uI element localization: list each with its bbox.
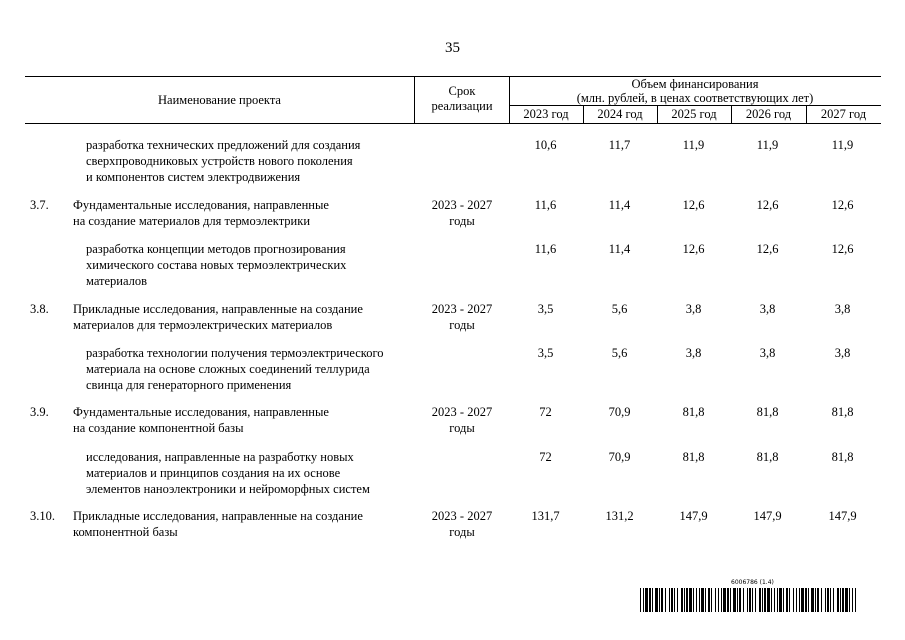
barcode-bar xyxy=(793,588,794,612)
row-value-2025: 11,9 xyxy=(682,138,705,152)
barcode-bar xyxy=(689,588,692,612)
barcode-bar xyxy=(671,588,673,612)
header-project-name: Наименование проекта xyxy=(158,93,281,107)
barcode-bar xyxy=(727,588,729,612)
row-name-line: Прикладные исследования, направленные на создание xyxy=(73,302,363,316)
barcode-bar xyxy=(833,588,834,612)
row-value-2023: 72 xyxy=(539,405,552,419)
barcode-bar xyxy=(796,588,797,612)
row-number: 3.9. xyxy=(30,405,49,419)
barcode-bar xyxy=(674,588,675,612)
header-divider-name xyxy=(414,76,415,123)
row-value-2023: 3,5 xyxy=(537,302,554,316)
row-name xyxy=(73,301,403,333)
barcode-bar xyxy=(752,588,753,612)
header-funding-units: (млн. рублей, в ценах соответствующих лет) xyxy=(576,91,814,105)
barcode-bar xyxy=(665,588,666,612)
header-funding-title: Объем финансирования xyxy=(631,77,759,91)
barcode-bar xyxy=(840,588,841,612)
barcode-bar xyxy=(733,588,736,612)
barcode-bar xyxy=(825,588,826,612)
barcode-bar xyxy=(677,588,678,612)
barcode-bar xyxy=(705,588,706,612)
barcode-bar xyxy=(737,588,738,612)
barcode-bar xyxy=(645,588,648,612)
row-name-line: разработка концепции методов прогнозирования xyxy=(86,242,346,256)
row-value-2026: 147,9 xyxy=(753,509,782,523)
barcode-bar xyxy=(701,588,704,612)
barcode-bar xyxy=(855,588,856,612)
barcode-bar xyxy=(661,588,663,612)
barcode-bar xyxy=(749,588,751,612)
row-value-2027: 3,8 xyxy=(834,302,851,316)
row-value-2023: 131,7 xyxy=(531,509,560,523)
barcode-bar xyxy=(684,588,685,612)
barcode-bar xyxy=(755,588,756,612)
row-value-2026: 3,8 xyxy=(759,346,776,360)
row-period-line: 2023 - 2027 xyxy=(431,198,493,212)
header-year: 2027 год xyxy=(820,107,867,121)
row-name-line: материала на основе сложных соединений теллурида xyxy=(86,362,370,376)
row-value-2027: 3,8 xyxy=(834,346,851,360)
header-year: 2026 год xyxy=(745,107,792,121)
row-value-2027: 11,9 xyxy=(831,138,854,152)
barcode-bar xyxy=(759,588,761,612)
row-value-2025: 12,6 xyxy=(682,242,705,256)
barcode-bar xyxy=(801,588,804,612)
barcode-bar xyxy=(805,588,807,612)
barcode-bar xyxy=(708,588,710,612)
row-value-2023: 11,6 xyxy=(534,242,557,256)
row-name-line: свинца для генераторного применения xyxy=(86,378,292,392)
row-number: 3.7. xyxy=(30,198,49,212)
header-year: 2025 год xyxy=(671,107,717,121)
barcode-bar xyxy=(777,588,778,612)
barcode-bar xyxy=(681,588,683,612)
barcode-bar xyxy=(827,588,829,612)
barcode-bar xyxy=(845,588,848,612)
barcode-bar xyxy=(799,588,800,612)
row-value-2023: 72 xyxy=(539,450,552,464)
barcode-bar xyxy=(764,588,766,612)
row-name-line: разработка технологии получения термоэлектрического xyxy=(86,346,384,360)
barcode-bar xyxy=(649,588,651,612)
row-name xyxy=(86,345,406,393)
row-value-2026: 3,8 xyxy=(759,302,776,316)
barcode-bar xyxy=(686,588,688,612)
barcode-bar xyxy=(743,588,744,612)
row-value-2025: 147,9 xyxy=(679,509,708,523)
row-value-2025: 81,8 xyxy=(682,450,705,464)
barcode-bar xyxy=(779,588,782,612)
barcode-bar xyxy=(643,588,644,612)
barcode-bar xyxy=(771,588,772,612)
row-name xyxy=(73,508,403,540)
row-value-2024: 5,6 xyxy=(611,346,628,360)
row-name xyxy=(73,197,403,229)
row-period-line: годы xyxy=(449,214,475,228)
header-year: 2024 год xyxy=(597,107,643,121)
row-name xyxy=(86,449,406,497)
row-value-2023: 11,6 xyxy=(534,198,557,212)
barcode-bar xyxy=(815,588,816,612)
barcode-bar xyxy=(811,588,814,612)
row-name-line: Фундаментальные исследования, направленные xyxy=(73,198,329,212)
row-value-2026: 12,6 xyxy=(756,198,779,212)
row-value-2027: 12,6 xyxy=(831,198,854,212)
row-value-2026: 12,6 xyxy=(756,242,779,256)
row-value-2024: 70,9 xyxy=(608,405,631,419)
barcode-bar xyxy=(849,588,850,612)
row-name-line: компонентной базы xyxy=(73,525,178,539)
barcode-bar xyxy=(767,588,770,612)
barcode-bar xyxy=(739,588,741,612)
barcode-bar xyxy=(718,588,719,612)
barcode-bar xyxy=(659,588,660,612)
row-name-line: на создание материалов для термоэлектрики xyxy=(73,214,311,228)
barcode-bar xyxy=(808,588,809,612)
row-value-2027: 81,8 xyxy=(831,450,854,464)
barcode-bar xyxy=(696,588,697,612)
header-bottom-rule xyxy=(25,123,881,124)
header-period: Срок реализации xyxy=(431,84,493,113)
barcode-bar xyxy=(721,588,722,612)
row-period-line: 2023 - 2027 xyxy=(431,405,493,419)
barcode-code: 6006786 (1.4) xyxy=(731,579,774,586)
barcode-bar xyxy=(715,588,716,612)
row-value-2025: 3,8 xyxy=(685,302,702,316)
barcode-bar xyxy=(640,588,641,612)
barcode-bar xyxy=(747,588,748,612)
row-number: 3.10. xyxy=(30,509,55,523)
row-name-line: материалов для термоэлектрических материалов xyxy=(73,318,333,332)
row-period-line: 2023 - 2027 xyxy=(431,509,493,523)
barcode-bar xyxy=(852,588,853,612)
row-name-line: исследования, направленные на разработку новых xyxy=(86,450,354,464)
row-value-2025: 81,8 xyxy=(682,405,705,419)
row-name xyxy=(86,241,406,289)
barcode-bar xyxy=(723,588,726,612)
row-value-2025: 3,8 xyxy=(685,346,702,360)
header-year: 2023 год xyxy=(523,107,569,121)
row-value-2024: 131,2 xyxy=(605,509,634,523)
barcode-bar xyxy=(655,588,658,612)
barcode-bar xyxy=(786,588,788,612)
row-number: 3.8. xyxy=(30,302,49,316)
row-value-2027: 81,8 xyxy=(831,405,854,419)
barcode-bar xyxy=(817,588,819,612)
row-value-2024: 11,7 xyxy=(608,138,631,152)
row-value-2024: 11,4 xyxy=(608,242,631,256)
barcode-bar xyxy=(762,588,763,612)
barcode-bar xyxy=(837,588,839,612)
row-value-2024: 5,6 xyxy=(611,302,628,316)
barcode-bar xyxy=(711,588,712,612)
row-name-line: сверхпроводниковых устройств нового поколения xyxy=(86,154,353,168)
row-name xyxy=(86,137,406,185)
barcode xyxy=(640,588,856,612)
barcode-bar xyxy=(774,588,775,612)
row-value-2026: 81,8 xyxy=(756,405,779,419)
row-name-line: материалов xyxy=(86,274,148,288)
row-period-line: 2023 - 2027 xyxy=(431,302,493,316)
row-value-2024: 11,4 xyxy=(608,198,631,212)
row-period xyxy=(416,508,508,540)
barcode-bar xyxy=(783,588,784,612)
row-name-line: химического состава новых термоэлектрических xyxy=(86,258,347,272)
barcode-bar xyxy=(730,588,731,612)
barcode-bar xyxy=(821,588,822,612)
row-name xyxy=(73,404,403,436)
row-name-line: Фундаментальные исследования, направленные xyxy=(73,405,329,419)
barcode-bar xyxy=(693,588,694,612)
row-value-2023: 3,5 xyxy=(537,346,554,360)
row-value-2026: 81,8 xyxy=(756,450,779,464)
row-name-line: элементов наноэлектроники и нейроморфных систем xyxy=(86,482,370,496)
row-period xyxy=(416,197,508,229)
barcode-bar xyxy=(842,588,844,612)
row-name-line: разработка технических предложений для создания xyxy=(86,138,361,152)
row-name-line: и компонентов систем электродвижения xyxy=(86,170,301,184)
row-period xyxy=(416,301,508,333)
row-value-2027: 147,9 xyxy=(828,509,857,523)
barcode-bar xyxy=(830,588,831,612)
barcode-bar xyxy=(699,588,700,612)
row-value-2024: 70,9 xyxy=(608,450,631,464)
row-period-line: годы xyxy=(449,525,475,539)
row-name-line: материалов и принципов создания на их основе xyxy=(86,466,341,480)
page-number: 35 xyxy=(445,40,460,56)
row-name-line: Прикладные исследования, направленные на создание xyxy=(73,509,363,523)
row-period-line: годы xyxy=(449,421,475,435)
barcode-bar xyxy=(789,588,790,612)
row-value-2025: 12,6 xyxy=(682,198,705,212)
row-value-2023: 10,6 xyxy=(534,138,557,152)
barcode-bar xyxy=(669,588,670,612)
row-value-2027: 12,6 xyxy=(831,242,854,256)
row-value-2026: 11,9 xyxy=(756,138,779,152)
row-period xyxy=(416,404,508,436)
row-period-line: годы xyxy=(449,318,475,332)
row-name-line: на создание компонентной базы xyxy=(73,421,244,435)
barcode-bar xyxy=(652,588,653,612)
